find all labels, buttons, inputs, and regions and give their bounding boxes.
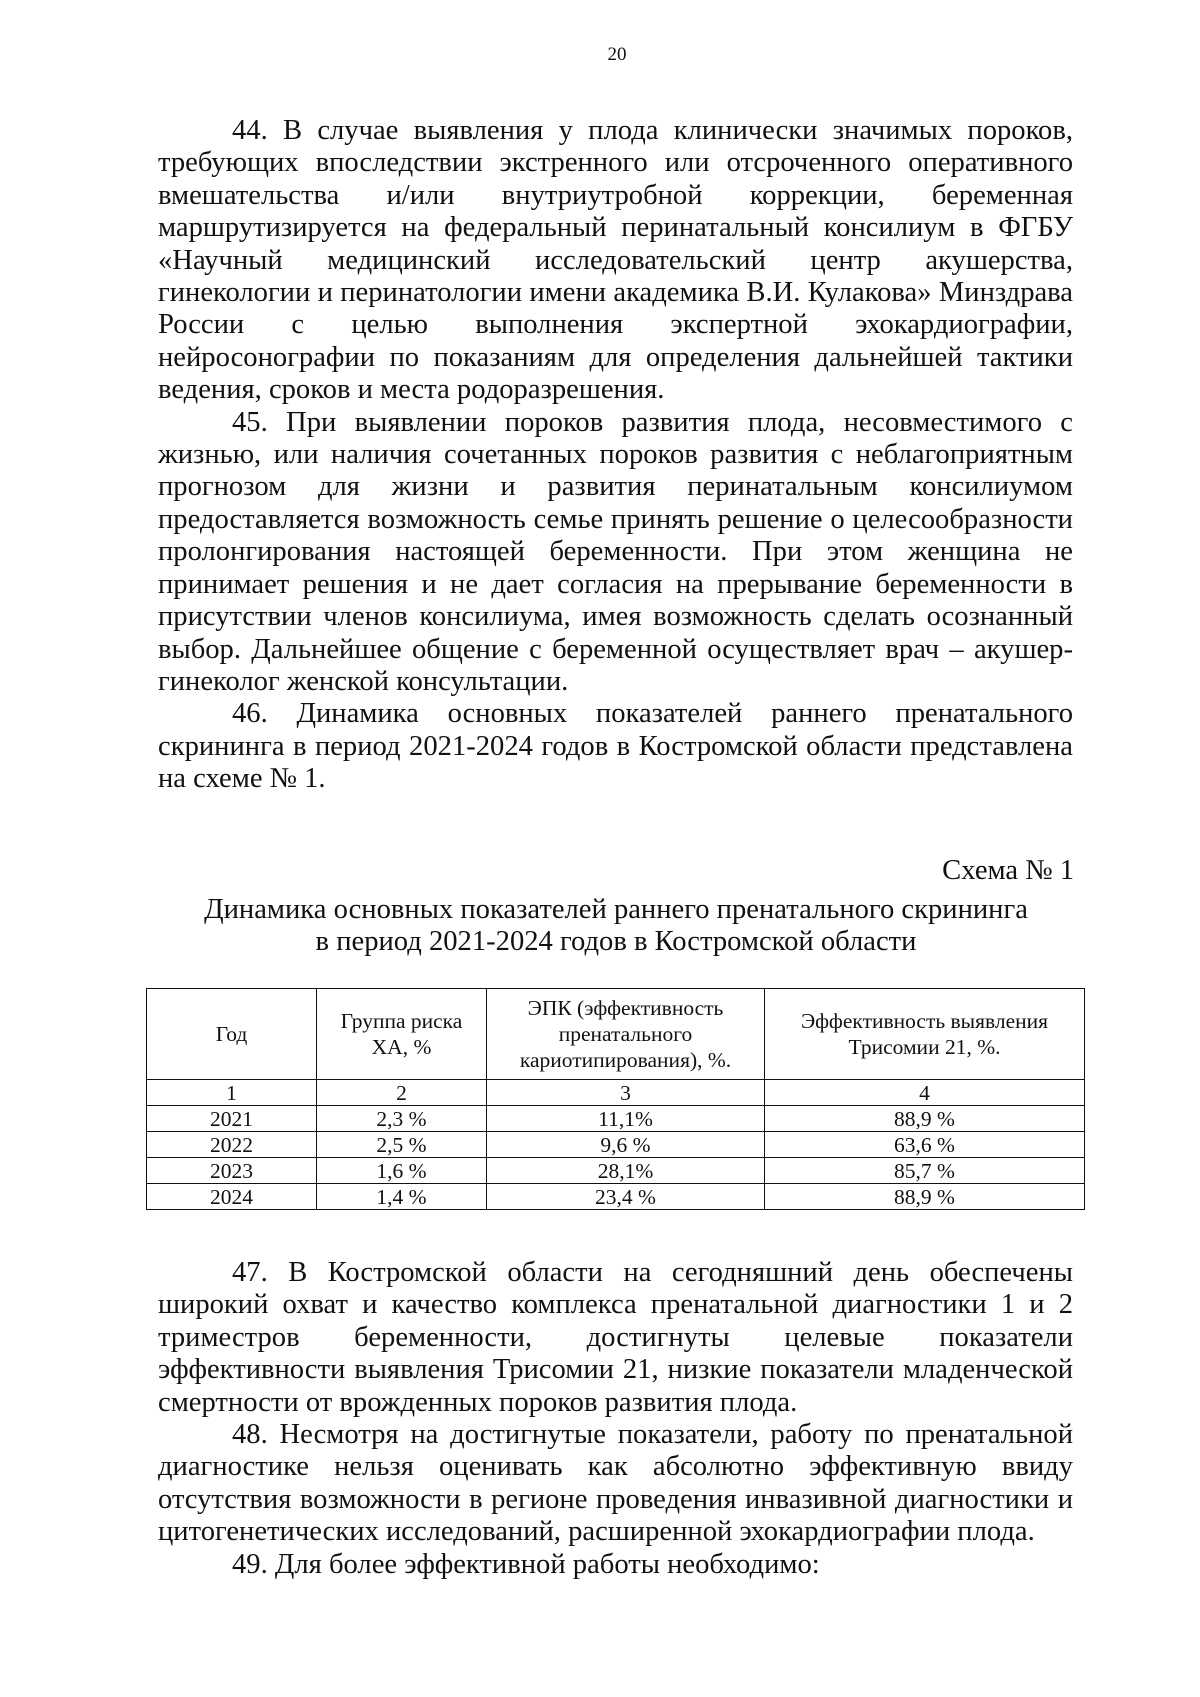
cell-risk-group: 2,3 % — [317, 1106, 487, 1132]
column-number: 4 — [765, 1080, 1085, 1106]
cell-trisomy-efficiency: 88,9 % — [765, 1106, 1085, 1132]
cell-trisomy-efficiency: 85,7 % — [765, 1158, 1085, 1184]
cell-year: 2021 — [147, 1106, 317, 1132]
paragraph-49: 49. Для более эффективной работы необходимо: — [232, 1548, 820, 1580]
column-number: 2 — [317, 1080, 487, 1106]
paragraph-44: 44. В случае выявления у плода клинически значимых пороков, требующих впоследствии экстренного или отсроченного оперативного вмешательства и/или внутриутробной коррекции, беременная маршрутизируется на федеральный перинатальный консилиум в ФГБУ «Научный медицинский исследовательский центр акушерства, гинекологии и перинатологии имени академика В.И. Кулакова» Минздрава России с целью выполнения экспертной эхокардиографии, нейросонографии по показаниям для определения дальнейшей тактики ведения, сроков и места родоразрешения. — [158, 115, 1073, 406]
table-row — [147, 1158, 1085, 1184]
scheme-label: Схема № 1 — [942, 855, 1074, 886]
scheme-title-line-1: Динамика основных показателей раннего пренатального скрининга — [204, 894, 1028, 925]
cell-year: 2022 — [147, 1132, 317, 1158]
screening-indicators-table — [146, 988, 1085, 1210]
body-text-bottom — [158, 1257, 1073, 1581]
column-number-row — [147, 1080, 1085, 1106]
cell-risk-group: 1,4 % — [317, 1184, 487, 1210]
header-risk-group: Группа риска ХА, % — [317, 989, 487, 1080]
cell-epk: 11,1% — [487, 1106, 765, 1132]
cell-risk-group: 1,6 % — [317, 1158, 487, 1184]
column-number: 1 — [147, 1080, 317, 1106]
paragraph-45: 45. При выявлении пороков развития плода, несовместимого с жизнью, или наличия сочетанных пороков развития с неблагоприятным прогнозом для жизни и развития перинатальным консилиумом предоставляется возможность семье принять решение о целесообразности пролонгирования настоящей беременности. При этом женщина не принимает решения и не дает согласия на прерывание беременности в присутствии членов консилиума, имея возможность сделать осознанный выбор. Дальнейшее общение с беременной осуществляет врач – акушер-гинеколог женской консультации. — [158, 406, 1073, 697]
cell-epk: 9,6 % — [487, 1132, 765, 1158]
table-row — [147, 1132, 1085, 1158]
cell-year: 2023 — [147, 1158, 317, 1184]
paragraph-46: 46. Динамика основных показателей раннего пренатального скрининга в период 2021-2024 годов в Костромской области представлена на схеме № 1. — [158, 698, 1073, 795]
column-number: 3 — [487, 1080, 765, 1106]
page-number: 20 — [607, 44, 627, 65]
table-body — [147, 1080, 1085, 1210]
paragraph-47: 47. В Костромской области на сегодняшний день обеспечены широкий охват и качество комплекса пренатальной диагностики 1 и 2 триместров беременности, достигнуты целевые показатели эффективности выявления Трисомии 21, низкие показатели младенческой смертности от врожденных пороков развития плода. — [158, 1257, 1073, 1418]
cell-trisomy-efficiency: 63,6 % — [765, 1132, 1085, 1158]
table-header-row — [147, 989, 1085, 1080]
table-row — [147, 1106, 1085, 1132]
header-trisomy-efficiency: Эффективность выявления Трисомии 21, %. — [765, 989, 1085, 1080]
table-row — [147, 1184, 1085, 1210]
header-epk: ЭПК (эффективность пренатального кариотипирования), %. — [487, 989, 765, 1080]
cell-trisomy-efficiency: 88,9 % — [765, 1184, 1085, 1210]
cell-epk: 28,1% — [487, 1158, 765, 1184]
paragraph-48: 48. Несмотря на достигнутые показатели, работу по пренатальной диагностике нельзя оценивать как абсолютно эффективную ввиду отсутствия возможности в регионе проведения инвазивной диагностики и цитогенетических исследований, расширенной эхокардиографии плода. — [158, 1419, 1073, 1548]
cell-year: 2024 — [147, 1184, 317, 1210]
body-text-top — [158, 115, 1073, 796]
scheme-title-line-2: в период 2021-2024 годов в Костромской области — [315, 926, 917, 958]
scheme-title — [146, 894, 1086, 959]
cell-risk-group: 2,5 % — [317, 1132, 487, 1158]
header-year: Год — [147, 989, 317, 1080]
cell-epk: 23,4 % — [487, 1184, 765, 1210]
